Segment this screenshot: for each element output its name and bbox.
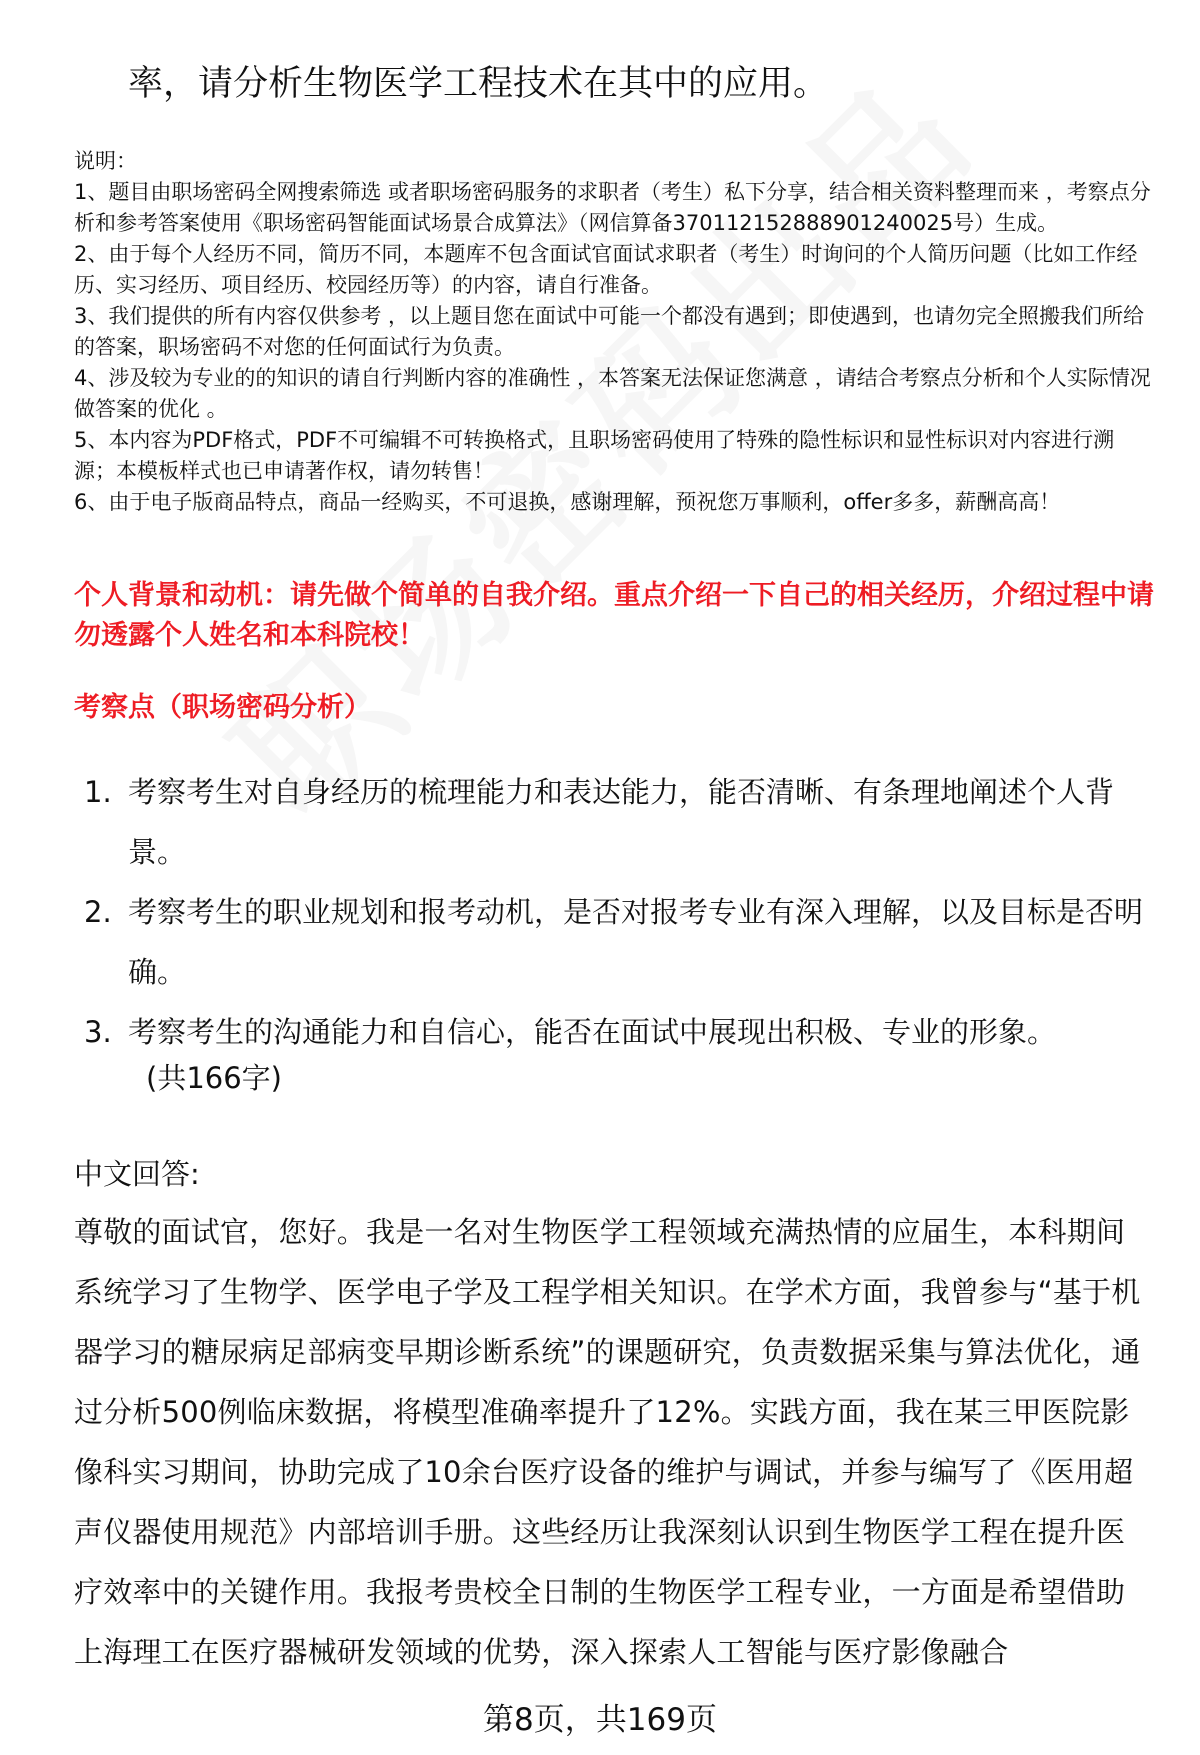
answer-body: 尊敬的面试官，您好。我是一名对生物医学工程领域充满热情的应届生，本科期间系统学习了生物学、医学电子学及工程学相关知识。在学术方面，我曾参与“基于机器学习的糖尿病足部病变早期诊断系统”的课题研究，负责数据采集与算法优化，通过分析500例临床数据，将模型准确率提升了12%。实践方面，我在某三甲医院影像科实习期间，协助完成了10余台医疗设备的维护与调试，并参与编写了《医用超声仪器使用规范》内部培训手册。这些经历让我深刻认识到生物医学工程在提升医疗效率中的关键作用。我报考贵校全日制的生物医学工程专业，一方面是希望借助上海理工在医疗器械研发领域的优势，深入探索人工智能与医疗影像融合 (74, 1215, 1141, 1669)
notes-item: 5、本内容为PDF格式，PDF不可编辑不可转换格式，且职场密码使用了特殊的隐性标识和显性标识对内容进行溯源；本模板样式也已申请著作权，请勿转售！ (74, 428, 1115, 483)
list-item (74, 762, 1154, 882)
list-item-text: 考察考生对自身经历的梳理能力和表达能力，能否清晰、有条理地阐述个人背景。 (128, 775, 1115, 869)
list-item-number: 3. (84, 1015, 112, 1049)
word-count: (共166字) (146, 1061, 282, 1095)
notes-section (74, 146, 1154, 518)
list-item (74, 882, 1154, 1002)
previous-question-tail: 率，请分析生物医学工程技术在其中的应用。 (128, 64, 829, 104)
list-item-number: 2. (84, 895, 112, 929)
list-item-text: 考察考生的沟通能力和自信心，能否在面试中展现出积极、专业的形象。 (128, 1015, 1057, 1049)
notes-item: 4、涉及较为专业的的知识的请自行判断内容的准确性 ，本答案无法保证您满意 ，请结合考察点分析和个人实际情况做答案的优化 。 (74, 366, 1151, 421)
notes-title: 说明： (74, 149, 137, 173)
list-item-number: 1. (84, 775, 112, 809)
answer-label: 中文回答: (74, 1157, 200, 1191)
notes-item: 6、由于电子版商品特点，商品一经购买，不可退换，感谢理解，预祝您万事顺利，offer多多，薪酬高高！ (74, 490, 1061, 514)
notes-item: 3、我们提供的所有内容仅供参考 ，以上题目您在面试中可能一个都没有遇到；即使遇到，也请勿完全照搬我们所给的答案，职场密码不对您的任何面试行为负责。 (74, 304, 1145, 359)
analysis-points-list (74, 762, 1154, 1062)
notes-item: 1、题目由职场密码全网搜索筛选 或者职场密码服务的求职者（考生）私下分享，结合相关资料整理而来 ，考察点分析和参考答案使用《职场密码智能面试场景合成算法》（网信算备370112152888901240025号）生成。 (74, 180, 1151, 235)
question-heading: 个人背景和动机：请先做个简单的自我介绍。重点介绍一下自己的相关经历，介绍过程中请勿透露个人姓名和本科院校！ (74, 580, 1154, 651)
list-item (74, 1002, 1154, 1062)
list-item-text: 考察考生的职业规划和报考动机，是否对报考专业有深入理解，以及目标是否明确。 (128, 895, 1144, 989)
analysis-heading: 考察点（职场密码分析） (74, 692, 371, 723)
notes-item: 2、由于每个人经历不同，简历不同，本题库不包含面试官面试求职者（考生）时询问的个人简历问题（比如工作经历、实习经历、项目经历、校园经历等）的内容，请自行准备。 (74, 242, 1138, 297)
page-footer: 第8页，共169页 (483, 1702, 717, 1738)
